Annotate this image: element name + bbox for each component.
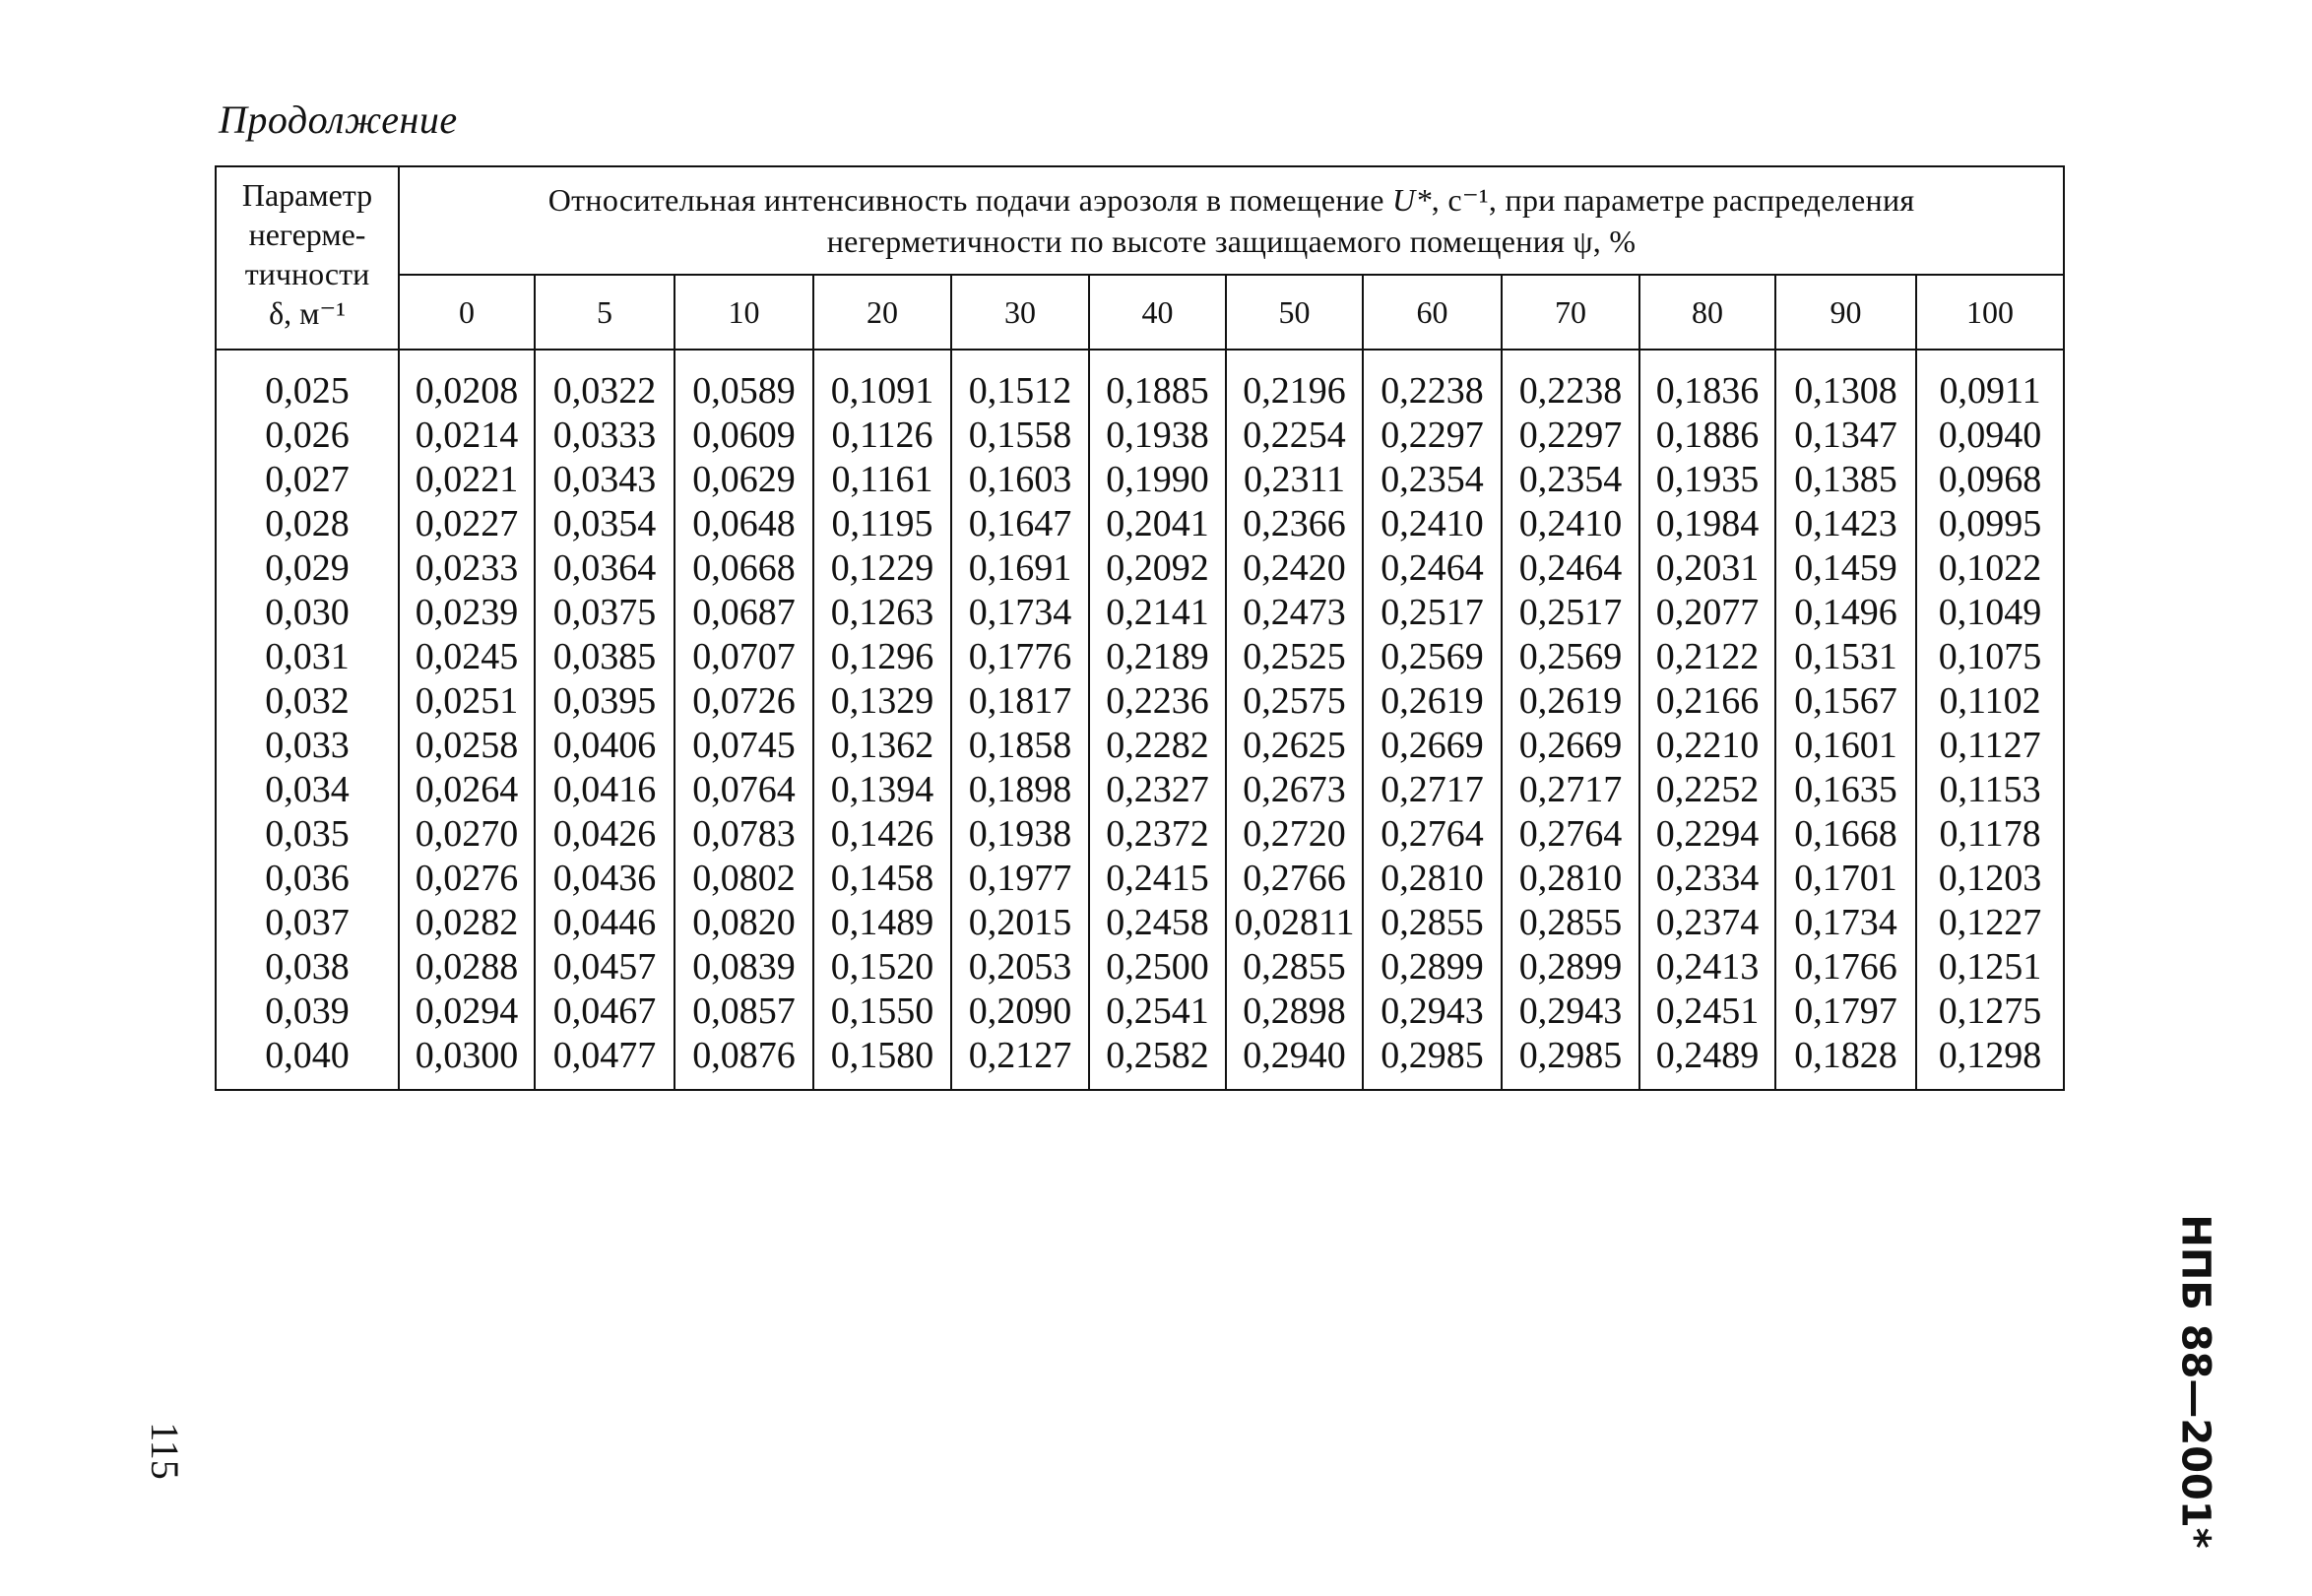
value-cell: 0,2210	[1639, 723, 1775, 767]
value-cell: 0,1275	[1916, 989, 2064, 1033]
value-cell: 0,0839	[674, 944, 813, 989]
value-cell: 0,2294	[1639, 811, 1775, 856]
value-cell: 0,2717	[1502, 767, 1639, 811]
value-cell: 0,0668	[674, 545, 813, 590]
value-cell: 0,2238	[1363, 368, 1502, 413]
table-row	[216, 1033, 2064, 1077]
param-cell: 0,026	[216, 413, 399, 457]
value-cell: 0,2053	[951, 944, 1089, 989]
value-cell: 0,2122	[1639, 634, 1775, 678]
value-cell: 0,0276	[399, 856, 535, 900]
table-row	[216, 457, 2064, 501]
value-cell: 0,1153	[1916, 767, 2064, 811]
value-cell: 0,2899	[1363, 944, 1502, 989]
param-cell: 0,037	[216, 900, 399, 944]
value-cell: 0,2451	[1639, 989, 1775, 1033]
value-cell: 0,1990	[1089, 457, 1226, 501]
psi-column-header: 30	[951, 275, 1089, 350]
value-cell: 0,2374	[1639, 900, 1775, 944]
value-cell: 0,1049	[1916, 590, 2064, 634]
param-cell: 0,038	[216, 944, 399, 989]
value-cell: 0,0802	[674, 856, 813, 900]
value-cell: 0,0648	[674, 501, 813, 545]
value-cell: 0,2413	[1639, 944, 1775, 989]
table-row	[216, 900, 2064, 944]
value-cell: 0,0270	[399, 811, 535, 856]
table-row	[216, 634, 2064, 678]
table-row	[216, 944, 2064, 989]
value-cell: 0,0406	[535, 723, 674, 767]
psi-column-header: 0	[399, 275, 535, 350]
value-cell: 0,2420	[1226, 545, 1363, 590]
value-cell: 0,1178	[1916, 811, 2064, 856]
value-cell: 0,2940	[1226, 1033, 1363, 1077]
table-row	[216, 368, 2064, 413]
value-cell: 0,2625	[1226, 723, 1363, 767]
value-cell: 0,2473	[1226, 590, 1363, 634]
value-cell: 0,2410	[1502, 501, 1639, 545]
value-cell: 0,2252	[1639, 767, 1775, 811]
value-cell: 0,1263	[813, 590, 951, 634]
value-cell: 0,1977	[951, 856, 1089, 900]
value-cell: 0,2569	[1363, 634, 1502, 678]
value-cell: 0,0457	[535, 944, 674, 989]
value-cell: 0,0589	[674, 368, 813, 413]
value-cell: 0,2541	[1089, 989, 1226, 1033]
table-row	[216, 811, 2064, 856]
value-cell: 0,1836	[1639, 368, 1775, 413]
value-cell: 0,2041	[1089, 501, 1226, 545]
value-cell: 0,0940	[1916, 413, 2064, 457]
psi-column-header: 50	[1226, 275, 1363, 350]
value-cell: 0,2943	[1502, 989, 1639, 1033]
value-cell: 0,0726	[674, 678, 813, 723]
value-cell: 0,1229	[813, 545, 951, 590]
value-cell: 0,0820	[674, 900, 813, 944]
value-cell: 0,1362	[813, 723, 951, 767]
param-cell: 0,030	[216, 590, 399, 634]
value-cell: 0,2254	[1226, 413, 1363, 457]
value-cell: 0,2619	[1502, 678, 1639, 723]
psi-column-header: 20	[813, 275, 951, 350]
value-cell: 0,2354	[1363, 457, 1502, 501]
value-cell: 0,2500	[1089, 944, 1226, 989]
value-cell: 0,2464	[1363, 545, 1502, 590]
psi-column-header: 5	[535, 275, 674, 350]
value-cell: 0,0214	[399, 413, 535, 457]
value-cell: 0,0783	[674, 811, 813, 856]
value-cell: 0,0707	[674, 634, 813, 678]
value-cell: 0,2334	[1639, 856, 1775, 900]
value-cell: 0,0245	[399, 634, 535, 678]
value-cell: 0,1817	[951, 678, 1089, 723]
table-row	[216, 723, 2064, 767]
value-cell: 0,1520	[813, 944, 951, 989]
psi-column-header: 40	[1089, 275, 1226, 350]
value-cell: 0,2127	[951, 1033, 1089, 1077]
value-cell: 0,0354	[535, 501, 674, 545]
param-header-line: негерме-	[248, 217, 366, 252]
value-cell: 0,1512	[951, 368, 1089, 413]
value-cell: 0,2764	[1363, 811, 1502, 856]
value-cell: 0,2092	[1089, 545, 1226, 590]
value-cell: 0,1347	[1775, 413, 1916, 457]
psi-column-header: 90	[1775, 275, 1916, 350]
value-cell: 0,2985	[1502, 1033, 1639, 1077]
value-cell: 0,2031	[1639, 545, 1775, 590]
value-cell: 0,0477	[535, 1033, 674, 1077]
table-row	[216, 767, 2064, 811]
value-cell: 0,1161	[813, 457, 951, 501]
value-cell: 0,0446	[535, 900, 674, 944]
value-cell: 0,1022	[1916, 545, 2064, 590]
param-cell: 0,035	[216, 811, 399, 856]
value-cell: 0,2489	[1639, 1033, 1775, 1077]
table-row	[216, 413, 2064, 457]
psi-column-header: 70	[1502, 275, 1639, 350]
param-cell: 0,029	[216, 545, 399, 590]
value-cell: 0,1489	[813, 900, 951, 944]
value-cell: 0,2464	[1502, 545, 1639, 590]
value-cell: 0,02811	[1226, 900, 1363, 944]
value-cell: 0,1984	[1639, 501, 1775, 545]
value-cell: 0,0364	[535, 545, 674, 590]
value-cell: 0,2311	[1226, 457, 1363, 501]
value-cell: 0,0300	[399, 1033, 535, 1077]
value-cell: 0,2943	[1363, 989, 1502, 1033]
value-cell: 0,2619	[1363, 678, 1502, 723]
value-cell: 0,0687	[674, 590, 813, 634]
param-column-header	[216, 166, 399, 350]
value-cell: 0,2236	[1089, 678, 1226, 723]
value-cell: 0,1227	[1916, 900, 2064, 944]
value-cell: 0,1426	[813, 811, 951, 856]
value-cell: 0,2720	[1226, 811, 1363, 856]
value-cell: 0,0467	[535, 989, 674, 1033]
value-cell: 0,0385	[535, 634, 674, 678]
value-cell: 0,1531	[1775, 634, 1916, 678]
value-cell: 0,0251	[399, 678, 535, 723]
value-cell: 0,2410	[1363, 501, 1502, 545]
value-cell: 0,0343	[535, 457, 674, 501]
value-cell: 0,2582	[1089, 1033, 1226, 1077]
table-row	[216, 989, 2064, 1033]
param-header-line: Параметр	[241, 177, 373, 213]
value-cell: 0,2810	[1363, 856, 1502, 900]
value-cell: 0,1458	[813, 856, 951, 900]
value-cell: 0,2458	[1089, 900, 1226, 944]
value-cell: 0,0288	[399, 944, 535, 989]
value-cell: 0,1102	[1916, 678, 2064, 723]
value-cell: 0,2372	[1089, 811, 1226, 856]
value-cell: 0,2297	[1502, 413, 1639, 457]
value-cell: 0,2855	[1363, 900, 1502, 944]
value-cell: 0,1296	[813, 634, 951, 678]
value-cell: 0,1701	[1775, 856, 1916, 900]
value-cell: 0,0375	[535, 590, 674, 634]
group-header-line-1: Относительная интенсивность подачи аэрозоля в помещение U*, с⁻¹, при параметре распределения	[547, 182, 1915, 218]
aerosol-intensity-table	[215, 165, 2065, 1091]
param-cell: 0,028	[216, 501, 399, 545]
param-cell: 0,040	[216, 1033, 399, 1077]
value-cell: 0,2297	[1363, 413, 1502, 457]
value-cell: 0,2354	[1502, 457, 1639, 501]
value-cell: 0,1127	[1916, 723, 2064, 767]
value-cell: 0,1734	[951, 590, 1089, 634]
param-cell: 0,027	[216, 457, 399, 501]
value-cell: 0,1858	[951, 723, 1089, 767]
value-cell: 0,1394	[813, 767, 951, 811]
value-cell: 0,0208	[399, 368, 535, 413]
value-cell: 0,2141	[1089, 590, 1226, 634]
value-cell: 0,2282	[1089, 723, 1226, 767]
value-cell: 0,1938	[951, 811, 1089, 856]
page-number: 115	[142, 1422, 187, 1480]
value-cell: 0,2898	[1226, 989, 1363, 1033]
value-cell: 0,2810	[1502, 856, 1639, 900]
param-cell: 0,039	[216, 989, 399, 1033]
value-cell: 0,1886	[1639, 413, 1775, 457]
value-cell: 0,0227	[399, 501, 535, 545]
value-cell: 0,2766	[1226, 856, 1363, 900]
value-cell: 0,1691	[951, 545, 1089, 590]
psi-column-header: 10	[674, 275, 813, 350]
continuation-heading: Продолжение	[219, 97, 458, 142]
table-row	[216, 590, 2064, 634]
value-cell: 0,1603	[951, 457, 1089, 501]
value-cell: 0,0968	[1916, 457, 2064, 501]
value-cell: 0,0911	[1916, 368, 2064, 413]
value-cell: 0,1308	[1775, 368, 1916, 413]
table-row	[216, 545, 2064, 590]
value-cell: 0,1251	[1916, 944, 2064, 989]
param-cell: 0,036	[216, 856, 399, 900]
param-cell: 0,034	[216, 767, 399, 811]
value-cell: 0,1567	[1775, 678, 1916, 723]
value-cell: 0,2575	[1226, 678, 1363, 723]
value-cell: 0,0876	[674, 1033, 813, 1077]
value-cell: 0,0258	[399, 723, 535, 767]
value-cell: 0,1647	[951, 501, 1089, 545]
value-cell: 0,2166	[1639, 678, 1775, 723]
value-cell: 0,1734	[1775, 900, 1916, 944]
value-cell: 0,1601	[1775, 723, 1916, 767]
value-cell: 0,2525	[1226, 634, 1363, 678]
value-cell: 0,1766	[1775, 944, 1916, 989]
value-cell: 0,2189	[1089, 634, 1226, 678]
psi-column-header: 80	[1639, 275, 1775, 350]
value-cell: 0,2517	[1363, 590, 1502, 634]
value-cell: 0,1935	[1639, 457, 1775, 501]
param-header-line: δ, м⁻¹	[269, 295, 346, 331]
value-cell: 0,1635	[1775, 767, 1916, 811]
value-cell: 0,0629	[674, 457, 813, 501]
value-cell: 0,2415	[1089, 856, 1226, 900]
value-cell: 0,2899	[1502, 944, 1639, 989]
value-cell: 0,2366	[1226, 501, 1363, 545]
value-cell: 0,2327	[1089, 767, 1226, 811]
value-cell: 0,2985	[1363, 1033, 1502, 1077]
value-cell: 0,0294	[399, 989, 535, 1033]
value-cell: 0,2196	[1226, 368, 1363, 413]
value-cell: 0,1776	[951, 634, 1089, 678]
value-cell: 0,0233	[399, 545, 535, 590]
value-cell: 0,1423	[1775, 501, 1916, 545]
value-cell: 0,2717	[1363, 767, 1502, 811]
value-cell: 0,1329	[813, 678, 951, 723]
value-cell: 0,0745	[674, 723, 813, 767]
value-cell: 0,1203	[1916, 856, 2064, 900]
value-cell: 0,1898	[951, 767, 1089, 811]
value-cell: 0,1195	[813, 501, 951, 545]
u-star-symbol: U*	[1392, 182, 1432, 218]
value-cell: 0,1797	[1775, 989, 1916, 1033]
value-cell: 0,0239	[399, 590, 535, 634]
psi-column-header: 60	[1363, 275, 1502, 350]
param-cell: 0,025	[216, 368, 399, 413]
value-cell: 0,2517	[1502, 590, 1639, 634]
param-header-line: тичности	[244, 256, 370, 291]
value-cell: 0,1558	[951, 413, 1089, 457]
value-cell: 0,0395	[535, 678, 674, 723]
param-cell: 0,032	[216, 678, 399, 723]
value-cell: 0,2673	[1226, 767, 1363, 811]
value-cell: 0,0264	[399, 767, 535, 811]
value-cell: 0,0322	[535, 368, 674, 413]
value-cell: 0,0857	[674, 989, 813, 1033]
value-cell: 0,2669	[1502, 723, 1639, 767]
value-cell: 0,0426	[535, 811, 674, 856]
value-cell: 0,0995	[1916, 501, 2064, 545]
value-cell: 0,2855	[1502, 900, 1639, 944]
value-cell: 0,1126	[813, 413, 951, 457]
value-cell: 0,0764	[674, 767, 813, 811]
table-row	[216, 856, 2064, 900]
intensity-group-header	[399, 166, 2064, 275]
value-cell: 0,0333	[535, 413, 674, 457]
value-cell: 0,1459	[1775, 545, 1916, 590]
value-cell: 0,1550	[813, 989, 951, 1033]
value-cell: 0,1938	[1089, 413, 1226, 457]
value-cell: 0,2015	[951, 900, 1089, 944]
value-cell: 0,2090	[951, 989, 1089, 1033]
value-cell: 0,1885	[1089, 368, 1226, 413]
table-row	[216, 678, 2064, 723]
value-cell: 0,2669	[1363, 723, 1502, 767]
value-cell: 0,0282	[399, 900, 535, 944]
value-cell: 0,1298	[1916, 1033, 2064, 1077]
value-cell: 0,0221	[399, 457, 535, 501]
value-cell: 0,1668	[1775, 811, 1916, 856]
value-cell: 0,2077	[1639, 590, 1775, 634]
document-code: НПБ 88—2001*	[2172, 1214, 2218, 1549]
value-cell: 0,0436	[535, 856, 674, 900]
value-cell: 0,1385	[1775, 457, 1916, 501]
value-cell: 0,1580	[813, 1033, 951, 1077]
value-cell: 0,2569	[1502, 634, 1639, 678]
value-cell: 0,1828	[1775, 1033, 1916, 1077]
value-cell: 0,1091	[813, 368, 951, 413]
value-cell: 0,2238	[1502, 368, 1639, 413]
table-row	[216, 501, 2064, 545]
group-header-line-2: негерметичности по высоте защищаемого помещения ψ, %	[826, 223, 1637, 259]
value-cell: 0,1075	[1916, 634, 2064, 678]
param-cell: 0,031	[216, 634, 399, 678]
psi-column-header: 100	[1916, 275, 2064, 350]
value-cell: 0,0609	[674, 413, 813, 457]
value-cell: 0,1496	[1775, 590, 1916, 634]
param-cell: 0,033	[216, 723, 399, 767]
value-cell: 0,2764	[1502, 811, 1639, 856]
value-cell: 0,0416	[535, 767, 674, 811]
value-cell: 0,2855	[1226, 944, 1363, 989]
